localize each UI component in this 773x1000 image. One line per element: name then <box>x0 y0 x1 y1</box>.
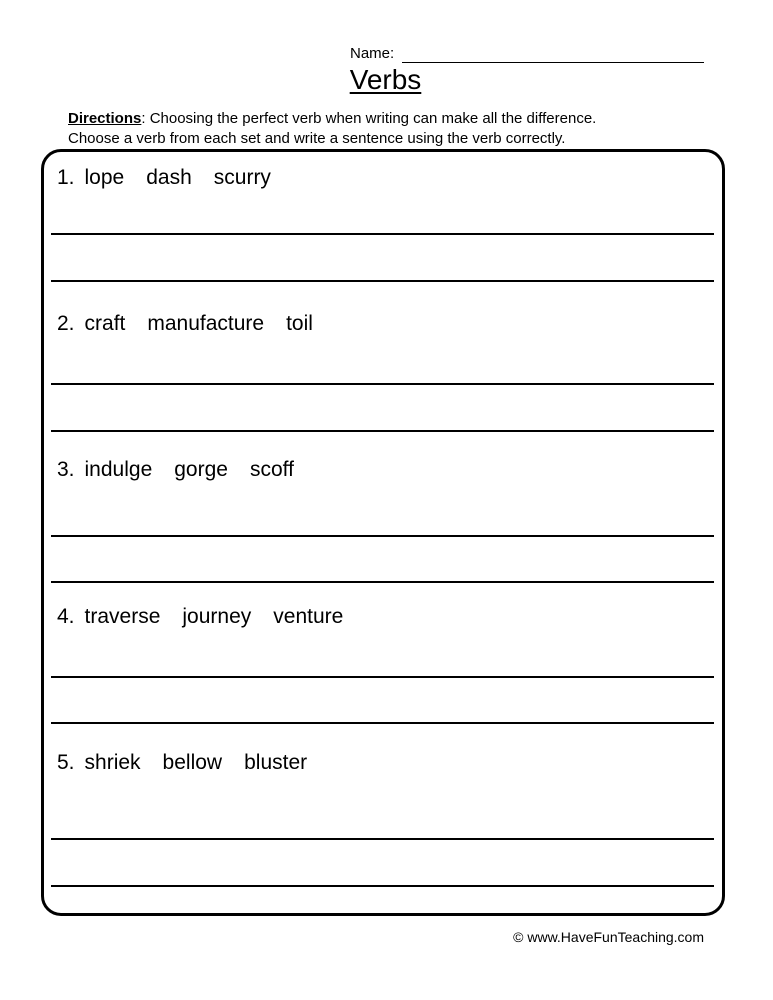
question-number: 4. <box>57 605 75 628</box>
answer-line[interactable] <box>51 838 714 840</box>
verb-option: shriek <box>84 751 141 774</box>
verb-option: toil <box>286 312 313 335</box>
verb-option: dash <box>146 166 192 189</box>
question-number: 1. <box>57 166 75 189</box>
question-3 <box>57 458 316 482</box>
question-number: 2. <box>57 312 75 335</box>
copyright-footer: © www.HaveFunTeaching.com <box>513 929 704 945</box>
verb-option: craft <box>84 312 126 335</box>
verb-option: manufacture <box>147 312 265 335</box>
verb-option: bellow <box>162 751 223 774</box>
answer-line[interactable] <box>51 885 714 887</box>
verb-option: lope <box>84 166 125 189</box>
directions-line2: Choose a verb from each set and write a sentence using the verb correctly. <box>68 130 566 147</box>
verb-option: scoff <box>249 458 294 481</box>
answer-line[interactable] <box>51 233 714 235</box>
answer-line[interactable] <box>51 430 714 432</box>
title-text: Verbs <box>349 64 422 95</box>
directions-label: Directions <box>68 110 142 127</box>
question-number: 5. <box>57 751 75 774</box>
question-1 <box>57 166 293 190</box>
answer-box <box>41 149 725 916</box>
question-4 <box>57 605 365 629</box>
answer-line[interactable] <box>51 676 714 678</box>
verb-option: traverse <box>84 605 161 628</box>
verb-option: bluster <box>244 751 308 774</box>
answer-line[interactable] <box>51 383 714 385</box>
answer-line[interactable] <box>51 535 714 537</box>
answer-line[interactable] <box>51 581 714 583</box>
name-input-line[interactable] <box>402 62 704 63</box>
answer-line[interactable] <box>51 280 714 282</box>
verb-option: journey <box>182 605 252 628</box>
question-5 <box>57 751 329 775</box>
page-title <box>0 64 773 96</box>
question-number: 3. <box>57 458 75 481</box>
verb-option: venture <box>273 605 344 628</box>
name-label: Name: <box>350 45 395 62</box>
directions-line1: : Choosing the perfect verb when writing can make all the difference. <box>141 110 597 127</box>
verb-option: scurry <box>213 166 271 189</box>
directions <box>68 109 596 149</box>
question-2 <box>57 312 335 336</box>
answer-line[interactable] <box>51 722 714 724</box>
verb-option: gorge <box>174 458 228 481</box>
verb-option: indulge <box>84 458 153 481</box>
